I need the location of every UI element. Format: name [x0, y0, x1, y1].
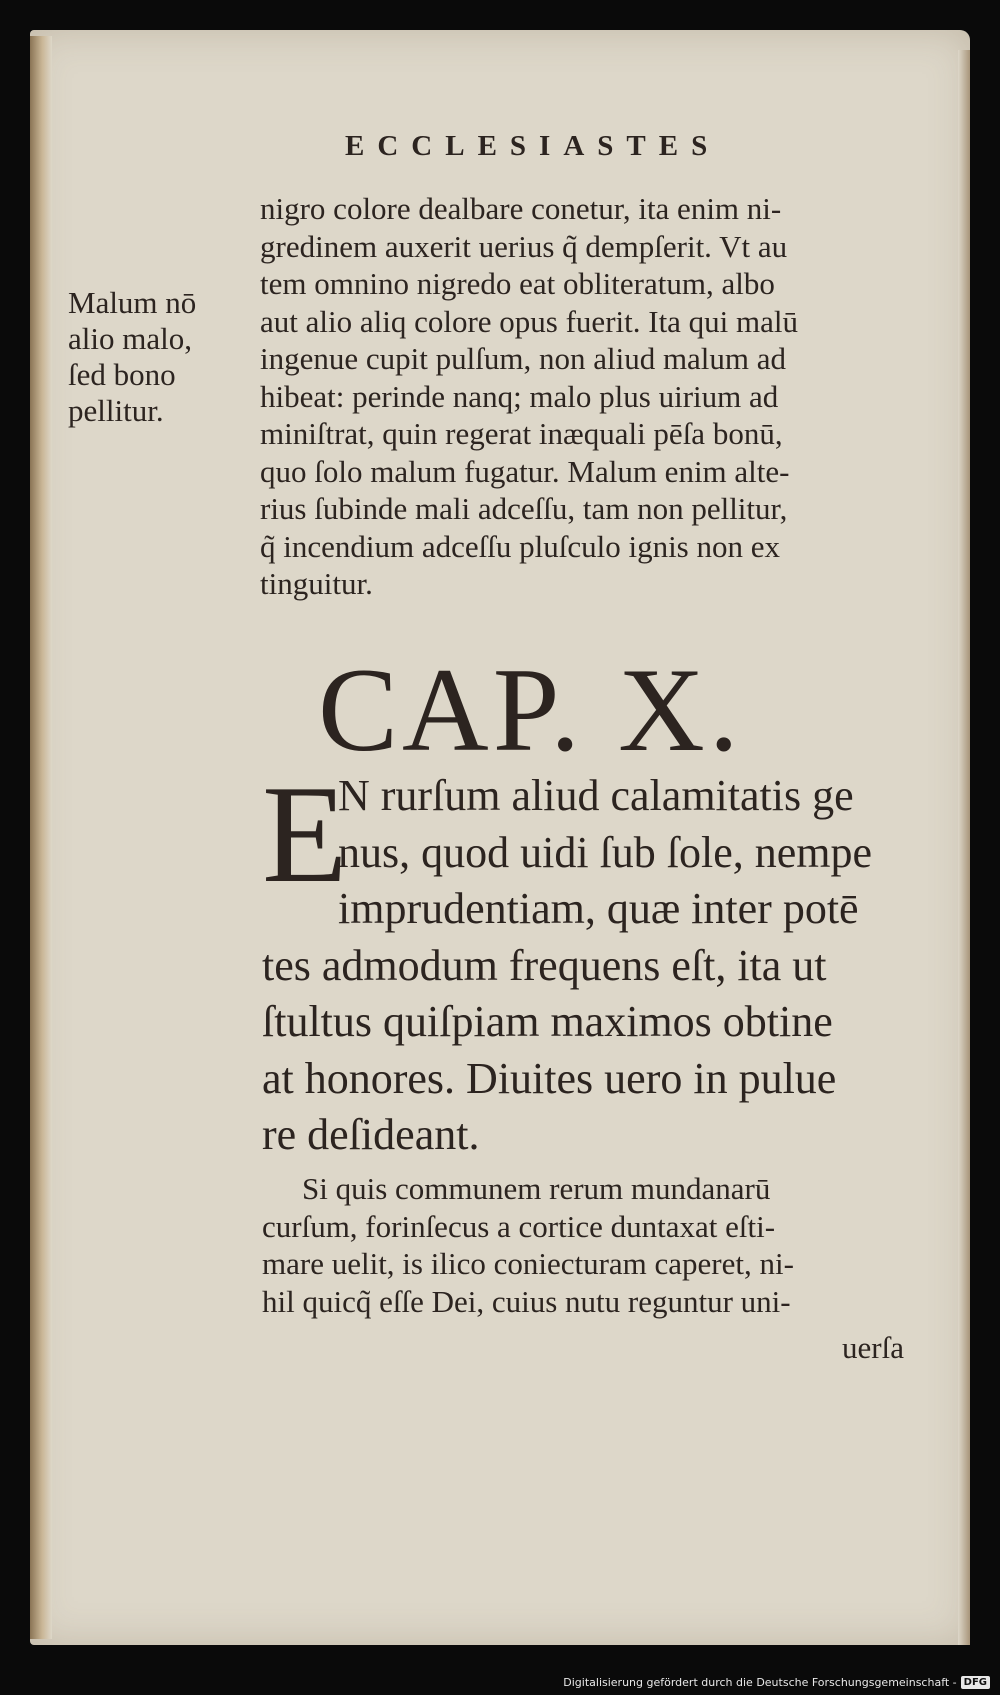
verse-line: tes admodum frequens eſt, ita ut [262, 940, 827, 990]
text-line: gredinem auxerit uerius q̃ dempſerit. Vt au [260, 228, 788, 264]
marginal-note-line: Malum nō [68, 285, 197, 320]
page-outer-edge [958, 50, 970, 1645]
text-line: ingenue cupit pulſum, non aliud malum ad [260, 341, 787, 376]
text-line: rius ſubinde mali adceſſu, tam non pellitur, [260, 491, 788, 526]
text-line: mare uelit, is ilico coniecturam caperet, ni- [262, 1246, 794, 1281]
marginal-note-line: pellitur. [68, 393, 164, 428]
chapter-heading: CAP. X. [318, 643, 743, 776]
dfg-logo: DFG [961, 1676, 990, 1689]
text-line: Si quis communem rerum mundanarū [302, 1171, 771, 1206]
body-paragraph [260, 190, 940, 603]
text-line: tinguitur. [260, 566, 373, 601]
marginal-note-line: alio malo, [68, 321, 192, 356]
text-line: aut alio aliq colore opus fuerit. Ita qui malū [260, 303, 799, 339]
credit-text: Digitalisierung gefördert durch die Deutsche Forschungsgemeinschaft - [563, 1675, 957, 1689]
text-line: hil quicq̃ eſſe Dei, cuius nutu reguntur uni- [262, 1283, 791, 1319]
marginal-note-line: ſed bono [68, 357, 176, 392]
verse-line: imprudentiam, quæ inter potē [338, 884, 859, 933]
verse-line: N rurſum aliud calamitatis ge [338, 771, 854, 820]
verse-line: nus, quod uidi ſub ſole, nempe [338, 827, 873, 877]
text-line: miniſtrat, quin regerat inæquali pēſa bonū, [260, 416, 783, 451]
chapter-verse [262, 757, 942, 1164]
text-line: quo ſolo malum fugatur. Malum enim alte- [260, 453, 790, 489]
commentary-paragraph [262, 1170, 942, 1320]
text-line: nigro colore dealbare conetur, ita enim ni- [260, 191, 782, 226]
marginal-note [68, 285, 238, 429]
page-gutter-edge [30, 36, 52, 1639]
drop-cap-initial: E [262, 757, 348, 912]
text-line: tem omnino nigredo eat obliteratum, albo [260, 266, 775, 301]
verse-line: ſtultus quiſpiam maximos obtine [262, 997, 833, 1046]
text-line: hibeat: perinde nanq; malo plus uirium ad [260, 378, 779, 414]
text-line: q̃ incendium adceſſu pluſculo ignis non ex [260, 528, 781, 564]
running-head: ECCLESIASTES [345, 130, 721, 162]
verse-line: re deſideant. [262, 1110, 480, 1159]
catchword: uerſa [842, 1330, 904, 1365]
text-line: curſum, forinſecus a cortice duntaxat eſti- [262, 1208, 776, 1244]
digitization-credit [563, 1671, 990, 1693]
verse-line: at honores. Diuites uero in pulue [262, 1053, 837, 1103]
